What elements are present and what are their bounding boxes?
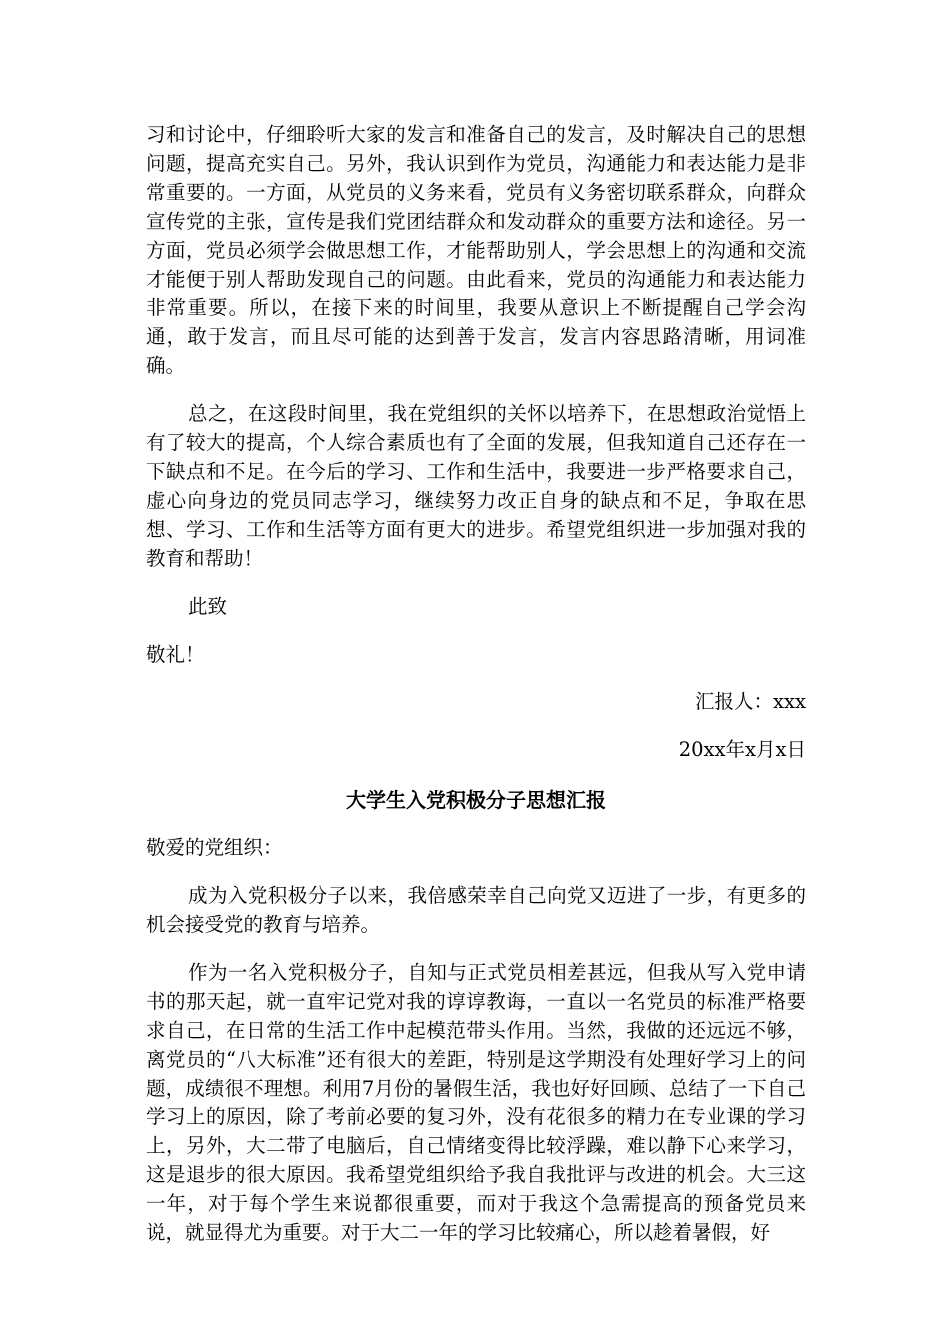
closing-greeting: 此致 <box>188 594 228 618</box>
salutation: 敬爱的党组织： <box>146 836 283 860</box>
body-paragraph: 成为入党积极分子以来，我倍感荣幸自己向党又迈进了一步，有更多的机会接受党的教育与培养。 <box>146 884 806 937</box>
body-paragraph: 习和讨论中，仔细聆听大家的发言和准备自己的发言，及时解决自己的思想问题，提高充实自己。另外，我认识到作为党员，沟通能力和表达能力是非常重要的。一方面，从党员的义务来看，党员有义务密切联系群众，向群众宣传党的主张，宣传是我们党团结群众和发动群众的重要方法和途径。另一方面，党员必须学会做思想工作，才能帮助别人，学会思想上的沟通和交流才能便于别人帮助发现自己的问题。由此看来，党员的沟通能力和表达能力非常重要。所以，在接下来的时间里，我要从意识上不断提醒自己学会沟通，敢于发言，而且尽可能的达到善于发言，发言内容思路清晰，用词准确。 <box>146 123 806 378</box>
body-paragraph: 作为一名入党积极分子，自知与正式党员相差甚远，但我从写入党申请书的那天起，就一直牢记党对我的谆谆教诲，一直以一名党员的标准严格要求自己，在日常的生活工作中起模范带头作用。当然，我做的还远远不够，离党员的“八大标准”还有很大的差距，特别是这学期没有处理好学习上的问题，成绩很不理想。利用7月份的暑假生活，我也好好回顾、总结了一下自己学习上的原因，除了考前必要的复习外，没有花很多的精力在专业课的学习上，另外，大二带了电脑后，自己情绪变得比较浮躁，难以静下心来学习，这是退步的很大原因。我希望党组织给予我自我批评与改进的机会。大三这一年，对于每个学生来说都很重要，而对于我这个急需提高的预备党员来说，就显得尤为重要。对于大二一年的学习比较痛心，所以趁着暑假，好 <box>146 960 806 1245</box>
signature: 汇报人：xxx <box>695 690 806 714</box>
document-page <box>146 121 806 1248</box>
body-paragraph: 总之，在这段时间里，我在党组织的关怀以培养下，在思想政治觉悟上有了较大的提高，个人综合素质也有了全面的发展，但我知道自己还存在一下缺点和不足。在今后的学习、工作和生活中，我要进一步严格要求自己，虚心向身边的党员同志学习，继续努力改正自身的缺点和不足，争取在思想、学习、工作和生活等方面有更大的进步。希望党组织进一步加强对我的教育和帮助！ <box>146 402 806 570</box>
report-date: 20xx年x月x日 <box>678 738 806 762</box>
document-title: 大学生入党积极分子思想汇报 <box>346 788 606 813</box>
closing-salute: 敬礼！ <box>146 642 205 666</box>
